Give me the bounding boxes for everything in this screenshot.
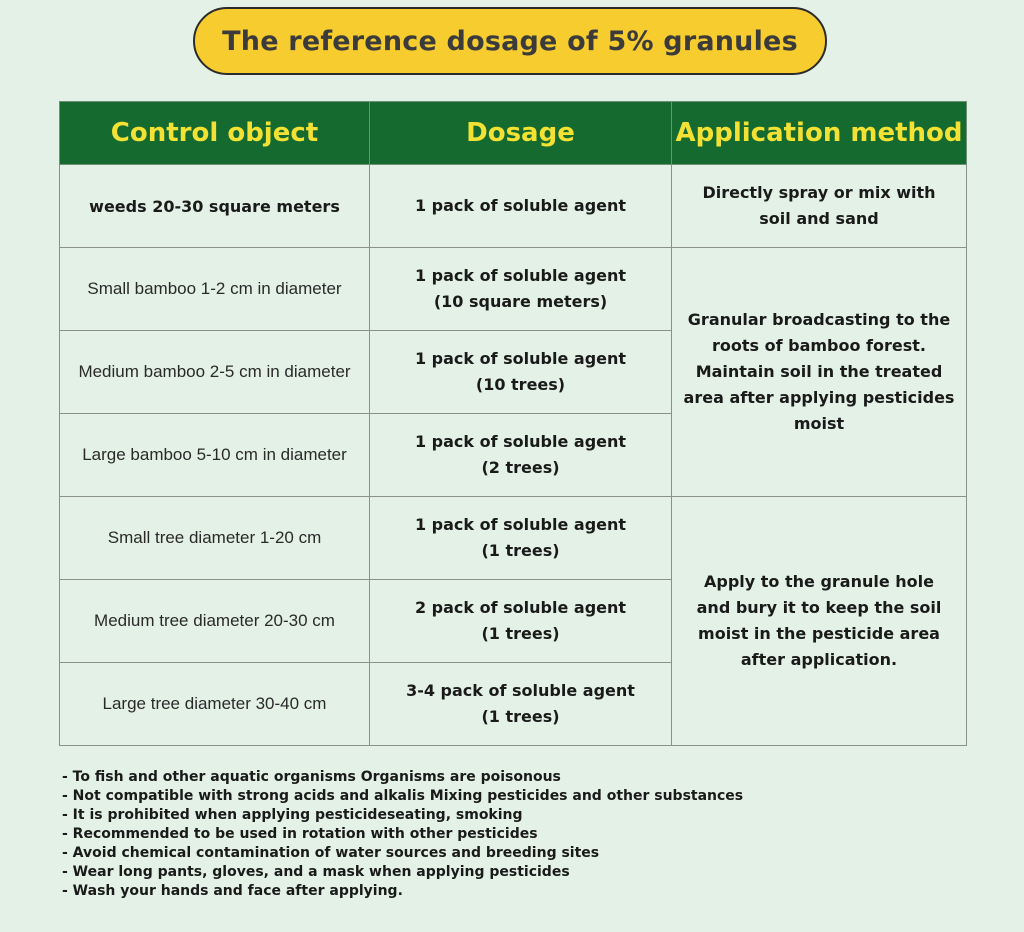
dosage-line: 1 pack of soluble agent — [414, 196, 627, 215]
header-dosage: Dosage — [370, 102, 672, 165]
method-line: Granular broadcasting to the — [687, 310, 951, 329]
control-object-text: Small tree diameter 1-20 cm — [107, 528, 322, 547]
precaution-item: - Avoid chemical contamination of water sources and breeding sites — [62, 845, 600, 861]
precaution-item: - Not compatible with strong acids and alkalis Mixing pesticides and other substances — [62, 788, 744, 804]
control-object-text: weeds 20-30 square meters — [89, 196, 340, 216]
table-header-row — [60, 102, 967, 165]
dosage-line: 1 pack of soluble agent — [414, 432, 627, 451]
dosage-cell — [370, 663, 672, 746]
method-line: area after applying pesticides — [683, 388, 955, 407]
method-line: Maintain soil in the treated — [695, 362, 943, 381]
header-control-object: Control object — [60, 102, 370, 165]
dosage-line: 3-4 pack of soluble agent — [406, 681, 635, 700]
method-line: after application. — [740, 650, 898, 669]
method-line: soil and sand — [759, 209, 879, 228]
dosage-line: (10 square meters) — [433, 292, 608, 311]
control-object-text: Large bamboo 5-10 cm in diameter — [82, 445, 347, 464]
method-line: moist in the pesticide area — [698, 624, 940, 643]
control-object-cell — [60, 663, 370, 746]
control-object-text: Medium tree diameter 20-30 cm — [94, 611, 335, 630]
precaution-item: - It is prohibited when applying pesticideseating, smoking — [62, 807, 523, 823]
table-row — [60, 248, 967, 331]
control-object-cell — [60, 331, 370, 414]
dosage-line: (10 trees) — [475, 375, 566, 394]
control-object-text: Medium bamboo 2-5 cm in diameter — [78, 362, 351, 381]
method-line: Directly spray or mix with — [702, 183, 936, 202]
dosage-line: 1 pack of soluble agent — [414, 349, 627, 368]
dosage-line: 1 pack of soluble agent — [414, 266, 627, 285]
precaution-item: - Recommended to be used in rotation with other pesticides — [62, 826, 538, 842]
dosage-cell — [370, 165, 672, 248]
control-object-cell — [60, 248, 370, 331]
application-method-cell — [672, 248, 967, 497]
dosage-cell — [370, 580, 672, 663]
control-object-cell — [60, 497, 370, 580]
precaution-item: - Wash your hands and face after applying. — [62, 883, 403, 899]
header-application-method: Application method — [672, 102, 967, 165]
dosage-line: 2 pack of soluble agent — [414, 598, 627, 617]
dosage-cell — [370, 414, 672, 497]
dosage-cell — [370, 497, 672, 580]
dosage-line: (1 trees) — [481, 707, 560, 726]
method-line: Apply to the granule hole — [704, 572, 934, 591]
application-method-cell — [672, 165, 967, 248]
dosage-line: (1 trees) — [481, 541, 560, 560]
precautions-list — [62, 768, 743, 901]
control-object-text: Small bamboo 1-2 cm in diameter — [87, 279, 342, 298]
precaution-item: - To fish and other aquatic organisms Organisms are poisonous — [62, 769, 561, 785]
method-line: and bury it to keep the soil — [696, 598, 942, 617]
table-row — [60, 497, 967, 580]
dosage-line: (1 trees) — [481, 624, 560, 643]
dosage-line: 1 pack of soluble agent — [414, 515, 627, 534]
method-line: roots of bamboo forest. — [711, 336, 926, 355]
table-row — [60, 165, 967, 248]
dosage-line: (2 trees) — [481, 458, 560, 477]
dosage-table — [59, 101, 967, 746]
control-object-cell — [60, 580, 370, 663]
page-title: The reference dosage of 5% granules — [193, 7, 827, 75]
dosage-cell — [370, 248, 672, 331]
dosage-cell — [370, 331, 672, 414]
control-object-cell — [60, 165, 370, 248]
precaution-item: - Wear long pants, gloves, and a mask when applying pesticides — [62, 864, 570, 880]
control-object-text: Large tree diameter 30-40 cm — [102, 694, 327, 713]
control-object-cell — [60, 414, 370, 497]
application-method-cell — [672, 497, 967, 746]
method-line: moist — [793, 414, 845, 433]
